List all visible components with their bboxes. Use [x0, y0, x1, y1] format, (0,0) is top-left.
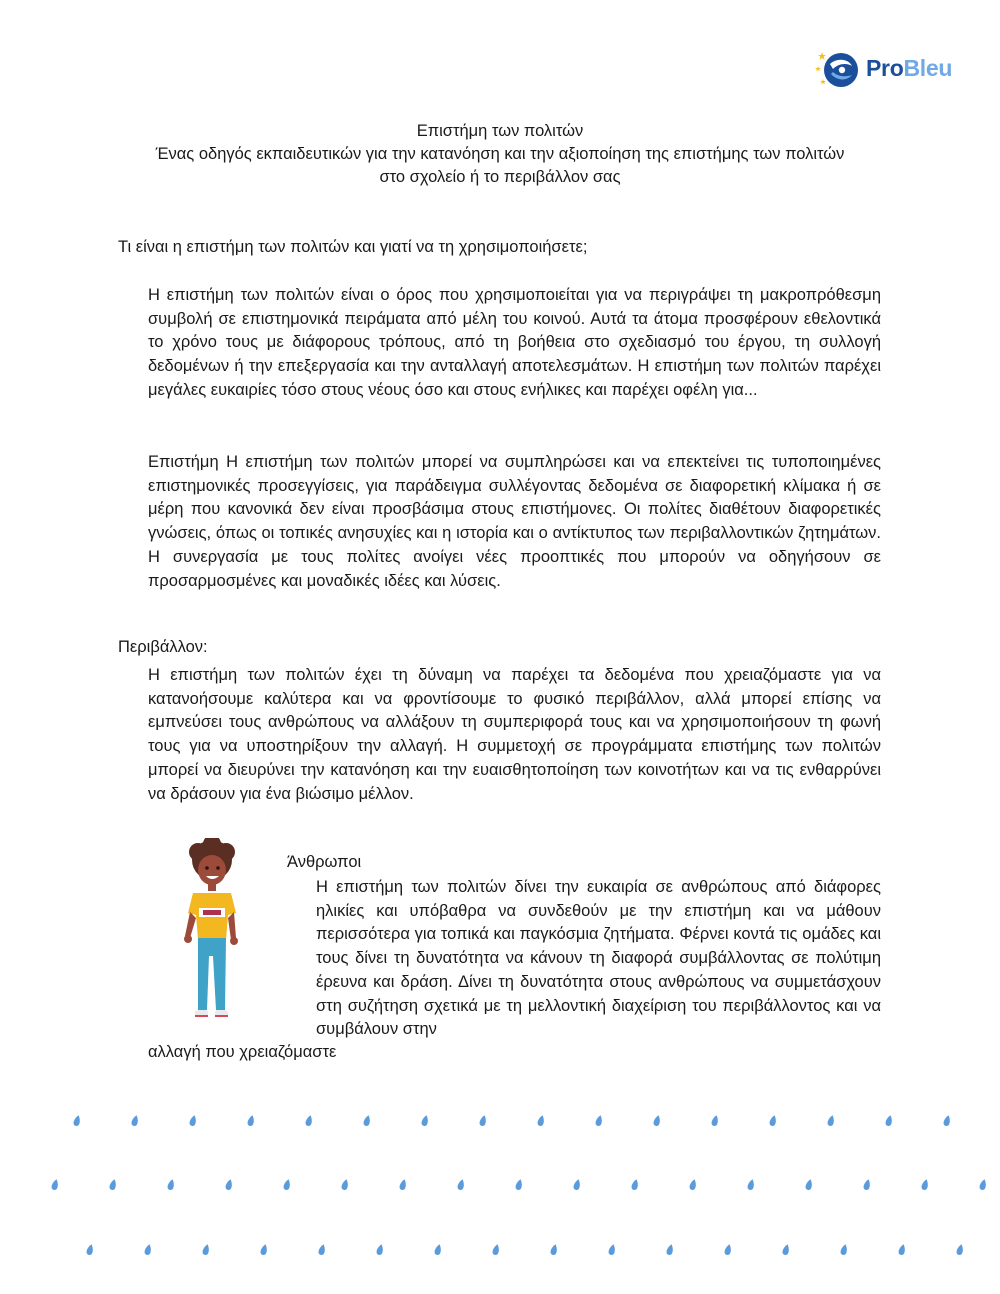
water-drop-icon	[189, 1114, 198, 1126]
water-drop-icon	[131, 1114, 140, 1126]
document-title	[100, 120, 900, 189]
water-drop-icon	[898, 1243, 907, 1255]
water-drop-icon	[434, 1243, 443, 1255]
water-drop-icon	[399, 1178, 408, 1190]
water-drop-icon	[631, 1178, 640, 1190]
water-drop-icon	[363, 1114, 372, 1126]
water-drop-icon	[479, 1114, 488, 1126]
probleu-logo-icon	[814, 46, 864, 92]
water-drop-icon	[956, 1243, 965, 1255]
water-drop-icon	[305, 1114, 314, 1126]
water-drop-icon	[711, 1114, 720, 1126]
water-drop-icon	[260, 1243, 269, 1255]
section-people-heading: Άνθρωποι	[287, 853, 362, 871]
water-drop-icon	[827, 1114, 836, 1126]
water-drop-icon	[921, 1178, 930, 1190]
water-drop-icon	[109, 1178, 118, 1190]
water-drop-icon	[51, 1178, 60, 1190]
water-drop-icon	[573, 1178, 582, 1190]
water-drop-icon	[666, 1243, 675, 1255]
water-drop-icon	[840, 1243, 849, 1255]
title-line-2: Ένας οδηγός εκπαιδευτικών για την κατανόηση και την αξιοποίηση της επιστήμης των πολιτών	[155, 145, 845, 163]
water-drop-icon	[724, 1243, 733, 1255]
water-drop-icon	[341, 1178, 350, 1190]
water-drop-icon	[86, 1243, 95, 1255]
water-drop-icon	[979, 1178, 988, 1190]
title-line-3: στο σχολείο ή το περιβάλλον σας	[379, 168, 621, 186]
section-what-paragraph-1: Η επιστήμη των πολιτών είναι ο όρος που χρησιμοποιείται για να περιγράψει τη μακροπρόθεσμη συμβολή σε επιστημονικά πειράματα από μέλη του κοινού. Αυτά τα άτομα προσφέρουν εθελοντικά το χρόνο τους με διάφορους τρόπους, από τη βοήθεια στο σχεδιασμό του έργου, τη συλλογή δεδομένων ή την επεξεργασία και την ανταλλαγή αποτελεσμάτων. Η επιστήμη των πολιτών παρέχει μεγάλες ευκαιρίες τόσο στους νέους όσο και στους ενήλικες και παρέχει οφέλη για...	[148, 286, 881, 399]
water-drop-icon	[608, 1243, 617, 1255]
water-drop-icon	[225, 1178, 234, 1190]
section-environment-heading: Περιβάλλον:	[118, 638, 208, 656]
water-drop-icon	[769, 1114, 778, 1126]
water-drop-icon	[595, 1114, 604, 1126]
water-drop-icon	[515, 1178, 524, 1190]
water-drop-icon	[202, 1243, 211, 1255]
water-drop-icon	[167, 1178, 176, 1190]
water-drop-icon	[689, 1178, 698, 1190]
water-drop-icon	[805, 1178, 814, 1190]
probleu-wordmark: ProBleu	[866, 55, 953, 81]
section-what-heading: Τι είναι η επιστήμη των πολιτών και γιατί να τη χρησιμοποιήσετε;	[118, 238, 588, 256]
water-drop-icon	[318, 1243, 327, 1255]
water-drop-icon	[782, 1243, 791, 1255]
section-what-paragraph-2: Επιστήμη Η επιστήμη των πολιτών μπορεί να συμπληρώσει και να επεκτείνει τις τυποποιημένες επιστημονικές προσεγγίσεις, για παράδειγμα συλλέγοντας δεδομένα σε διαφορετική κλίμακα ή σε μέρη που κανονικά δεν είναι προσβάσιμα στους επιστήμονες. Οι πολίτες διαθέτουν διαφορετικές γνώσεις, όπως οι τοπικές ανησυχίες και η ιστορία και ο αντίκτυπος των περιβαλλοντικών ζητημάτων. Η συνεργασία με τους πολίτες ανοίγει νέες προοπτικές που μπορούν να οδηγήσουν σε προσαρμοσμένες και μοναδικές ιδέες και λύσεις.	[148, 453, 881, 590]
water-drop-icon	[885, 1114, 894, 1126]
water-drop-icon	[73, 1114, 82, 1126]
section-people-paragraph-tail: αλλαγή που χρειαζόμαστε	[148, 1043, 337, 1061]
water-drop-icon	[863, 1178, 872, 1190]
water-drop-icon	[283, 1178, 292, 1190]
water-drop-icon	[247, 1114, 256, 1126]
child-illustration	[178, 838, 248, 1028]
water-drop-icon	[457, 1178, 466, 1190]
water-drop-pattern	[0, 1095, 1000, 1265]
water-drop-icon	[550, 1243, 559, 1255]
water-drop-icon	[144, 1243, 153, 1255]
water-drop-icon	[653, 1114, 662, 1126]
water-drop-icon	[376, 1243, 385, 1255]
section-people-paragraph: Η επιστήμη των πολιτών δίνει την ευκαιρία σε ανθρώπους από διάφορες ηλικίες και υπόβαθρα να συνδεθούν με την επιστήμη και να μάθουν περισσότερα για τοπικά και παγκόσμια ζητήματα. Φέρνει κοντά τις ομάδες και τους δίνει τη δυνατότητα να κάνουν τη διαφορά συμβάλλοντας σε πολύτιμη έρευνα και δράση. Δίνει τη δυνατότητα στους ανθρώπους να συμμετάσχουν στη συζήτηση σχετικά με τη μελλοντική διαχείριση του περιβάλλοντος και να συμβάλουν στην	[316, 878, 881, 1039]
section-environment-paragraph: Η επιστήμη των πολιτών έχει τη δύναμη να παρέχει τα δεδομένα που χρειαζόμαστε για να κατανοήσουμε καλύτερα και να φροντίσουμε το φυσικό περιβάλλον, αλλά μπορεί επίσης να εμπνεύσει τους ανθρώπους να αλλάξουν τη συμπεριφορά τους και να χρησιμοποιήσουν τη φωνή τους για να υποστηρίξουν την αλλαγή. Η συμμετοχή σε προγράμματα επιστήμης των πολιτών μπορεί να διευρύνει την κατανόηση και την ευαισθητοποίηση των κοινοτήτων και να τις ενθαρρύνει να δράσουν για ένα βιώσιμο μέλλον.	[148, 666, 881, 803]
probleu-logo	[814, 46, 964, 92]
water-drop-icon	[747, 1178, 756, 1190]
water-drop-icon	[537, 1114, 546, 1126]
water-drop-icon	[421, 1114, 430, 1126]
water-drop-icon	[943, 1114, 952, 1126]
water-drop-icon	[492, 1243, 501, 1255]
title-line-1: Επιστήμη των πολιτών	[416, 122, 584, 140]
